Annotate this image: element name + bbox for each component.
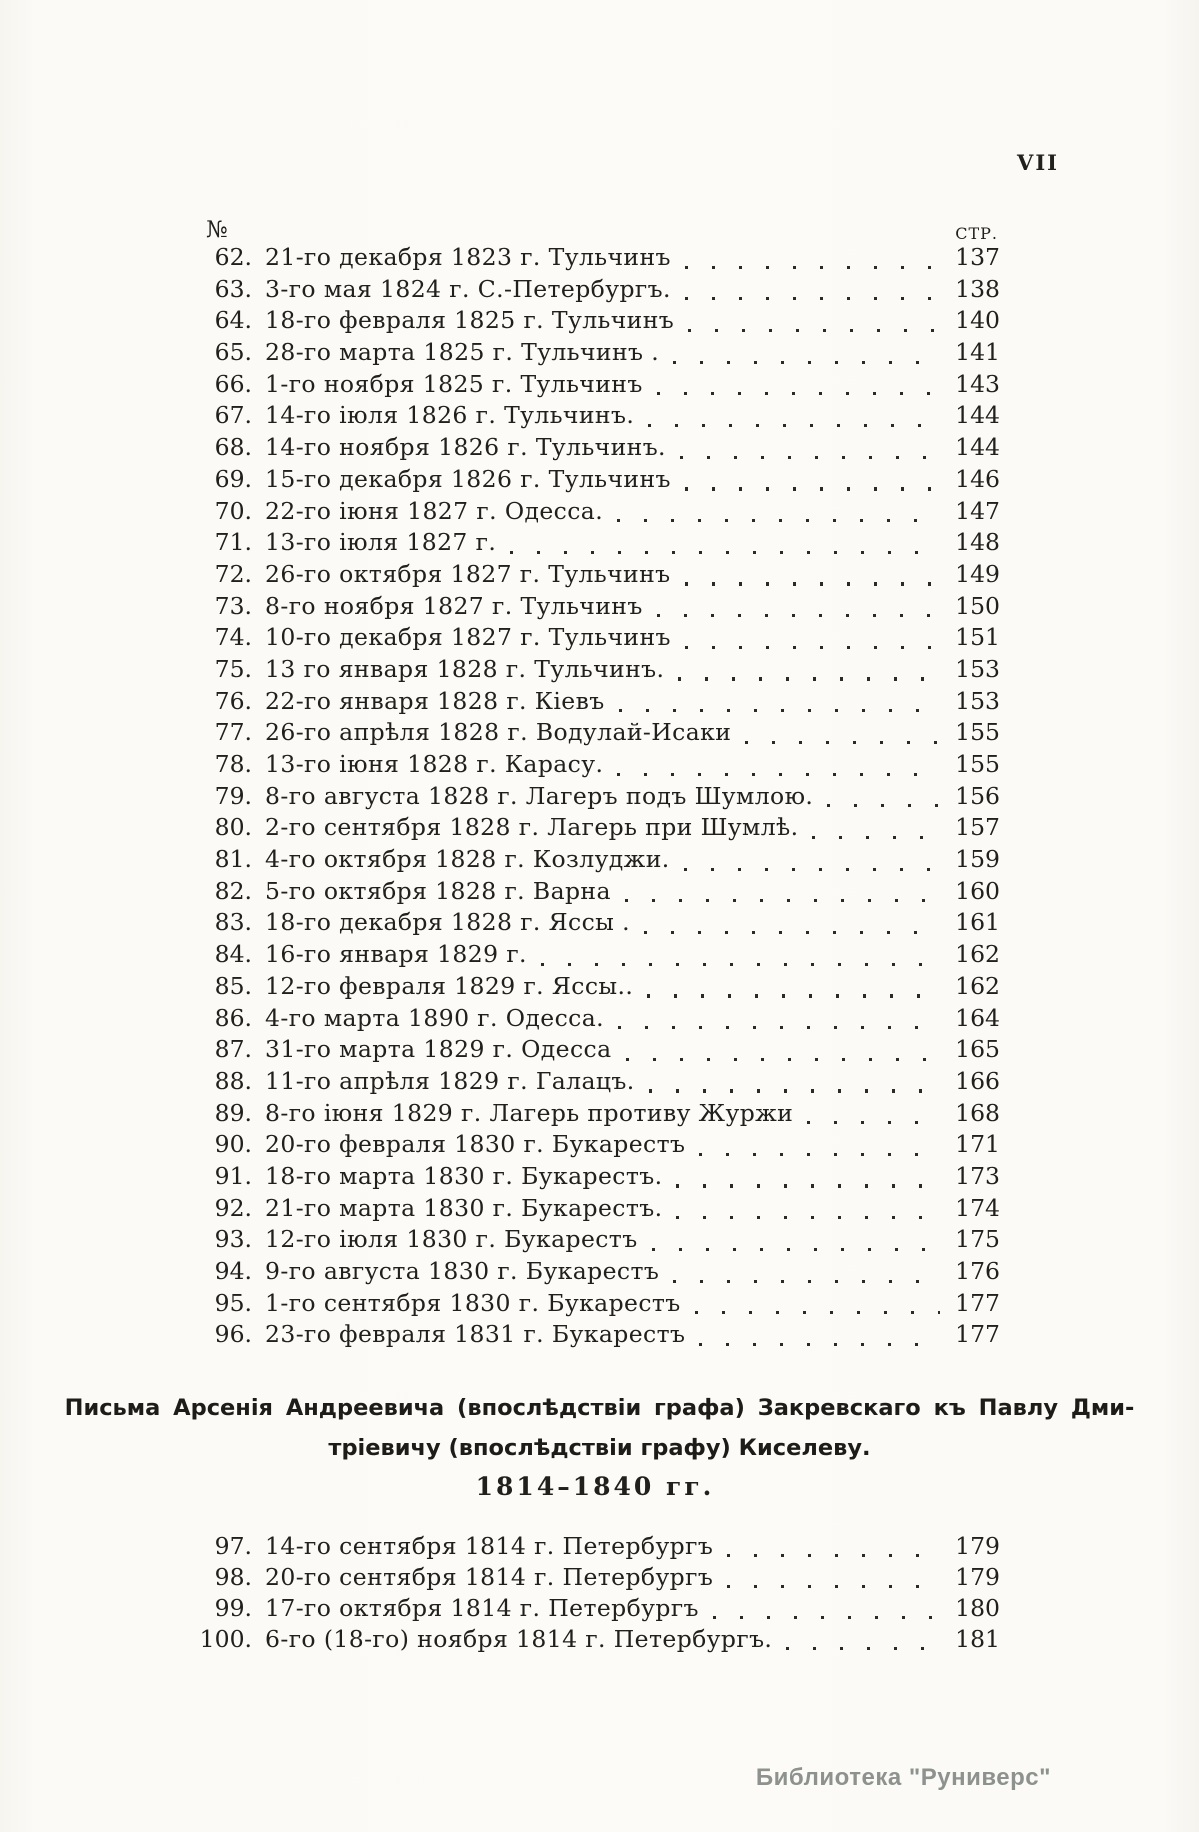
dot-leader [713,1616,940,1619]
entry-page-number: 140 [955,306,1000,335]
dot-leader [619,709,940,712]
toc-row [190,782,1000,814]
entry-text: 8-го августа 1828 г. Лагеръ подъ Шумлою. [265,781,814,810]
dot-leader [657,614,940,617]
page-column-header: СТР. [955,224,998,243]
entry-text: 12-го іюля 1830 г. Букарестъ [265,1225,638,1254]
toc-row [190,465,1000,497]
entry-page-number: 174 [955,1193,1000,1222]
dot-leader [745,741,940,744]
toc-row [190,592,1000,624]
entry-text: 14-го ноября 1826 г. Тульчинъ. [265,433,666,462]
toc-row [190,1225,1000,1257]
entry-number: 89. [214,1098,252,1127]
toc-row [178,1563,1000,1594]
entry-number: 88. [214,1066,252,1095]
toc-row [190,940,1000,972]
entry-number: 79. [214,781,252,810]
entry-page-number: 161 [955,908,1000,937]
dot-leader [699,1153,940,1156]
entry-text: 16-го января 1829 г. [265,940,527,969]
toc-list-section [178,1532,1000,1656]
dot-leader [541,963,940,966]
entry-page-number: 148 [955,528,1000,557]
dot-leader [649,1089,940,1092]
entry-text: 3-го мая 1824 г. С.-Петербургъ. [265,274,671,303]
entry-number: 97. [214,1532,252,1560]
toc-row [190,1257,1000,1289]
entry-page-number: 181 [955,1625,1000,1653]
toc-row [190,370,1000,402]
toc-row [190,877,1000,909]
entry-text: 28-го марта 1825 г. Тульчинъ . [265,338,660,367]
entry-number: 100. [199,1625,252,1653]
dot-leader [673,1280,940,1283]
entry-text: 20-го февраля 1830 г. Букарестъ [265,1130,686,1159]
entry-number: 69. [214,464,252,493]
entry-text: 13 го января 1828 г. Тульчинъ. [265,654,665,683]
toc-row [190,338,1000,370]
toc-row [190,528,1000,560]
entry-text: 23-го февраля 1831 г. Букарестъ [265,1320,686,1349]
entry-number: 82. [214,876,252,905]
entry-page-number: 175 [955,1225,1000,1254]
toc-row [178,1625,1000,1656]
entry-page-number: 177 [955,1288,1000,1317]
entry-page-number: 177 [955,1320,1000,1349]
entry-text: 18-го февраля 1825 г. Тульчинъ [265,306,675,335]
dot-leader [685,646,940,649]
entry-page-number: 179 [955,1563,1000,1591]
folio-page-number: VII [1017,150,1059,175]
entry-number: 94. [214,1257,252,1285]
entry-text: 6-го (18-го) ноября 1814 г. Петербургъ. [265,1625,773,1653]
toc-row [190,972,1000,1004]
entry-number: 67. [214,401,252,430]
dot-leader [827,804,940,807]
entry-page-number: 156 [955,781,1000,810]
toc-row [190,845,1000,877]
entry-number: 75. [214,654,252,683]
toc-row [190,1162,1000,1194]
entry-number: 76. [214,686,252,715]
toc-row [190,718,1000,750]
entry-page-number: 159 [955,845,1000,874]
dot-leader [684,868,940,871]
entry-number: 96. [214,1320,252,1349]
entry-text: 4-го октября 1828 г. Козлуджи. [265,845,670,874]
dot-leader [688,329,940,332]
entry-number: 64. [214,306,252,335]
entry-page-number: 165 [955,1035,1000,1064]
entry-text: 31-го марта 1829 г. Одесса [265,1035,612,1064]
entry-text: 14-го іюля 1826 г. Тульчинъ. [265,401,635,430]
entry-number: 74. [214,623,252,652]
entry-page-number: 160 [955,876,1000,905]
dot-leader [626,1058,941,1061]
entry-page-number: 162 [955,971,1000,1000]
dot-leader [680,456,940,459]
toc-row [190,1320,1000,1352]
entry-page-number: 143 [955,369,1000,398]
dot-leader [786,1647,940,1650]
toc-row [178,1532,1000,1563]
entry-page-number: 171 [955,1130,1000,1159]
dot-leader [727,1585,940,1588]
dot-leader [618,1026,940,1029]
toc-row [190,623,1000,655]
entry-page-number: 153 [955,686,1000,715]
toc-row [190,1130,1000,1162]
dot-leader [644,931,940,934]
entry-text: 12-го февраля 1829 г. Яссы.. [265,971,634,1000]
entry-text: 17-го октября 1814 г. Петербургъ [265,1594,699,1622]
entry-page-number: 150 [955,591,1000,620]
toc-row [190,306,1000,338]
entry-number: 80. [214,813,252,842]
dot-leader [647,994,940,997]
entry-page-number: 153 [955,654,1000,683]
entry-number: 78. [214,750,252,778]
toc-row [190,1067,1000,1099]
section-heading-line2: тріевичу (впослѣдствіи графу) Киселеву. [328,1435,871,1461]
section-date-range: 1814–1840 гг. [475,1472,715,1501]
entry-text: 1-го сентября 1830 г. Букарестъ [265,1288,681,1317]
entry-page-number: 147 [955,496,1000,525]
dot-leader [617,773,940,776]
dot-leader [685,487,940,490]
toc-row [190,1194,1000,1226]
entry-number: 77. [214,718,252,747]
toc-row [190,655,1000,687]
entry-page-number: 176 [955,1257,1000,1285]
entry-text: 5-го октября 1828 г. Варна [265,876,611,905]
dot-leader [617,519,940,522]
toc-row [190,433,1000,465]
entry-page-number: 155 [955,718,1000,747]
toc-row [190,1289,1000,1321]
entry-page-number: 144 [955,401,1000,430]
entry-text: 8-го іюня 1829 г. Лагерь противу Журжи [265,1098,794,1127]
dot-leader [657,392,940,395]
entry-page-number: 157 [955,813,1000,842]
section-heading-line1: Письма Арсенія Андреевича (впослѣдствіи графа) Закревскаго къ Павлу Дми- [64,1395,1135,1421]
toc-row [190,560,1000,592]
entry-page-number: 166 [955,1066,1000,1095]
entry-text: 14-го сентября 1814 г. Петербургъ [265,1532,714,1560]
entry-page-number: 138 [955,274,1000,303]
entry-page-number: 180 [955,1594,1000,1622]
entry-text: 18-го марта 1830 г. Букарестъ. [265,1161,663,1190]
toc-row [190,687,1000,719]
section-toc [178,1532,1000,1656]
entry-number: 72. [214,559,252,588]
entry-number: 87. [214,1035,252,1064]
table-of-contents [190,205,1000,1352]
entry-text: 4-го марта 1890 г. Одесса. [265,1003,605,1032]
dot-leader [673,361,940,364]
toc-row [190,1004,1000,1036]
toc-row [190,908,1000,940]
entry-page-number: 144 [955,433,1000,462]
entry-page-number: 141 [955,338,1000,367]
toc-row [190,243,1000,275]
entry-text: 21-го декабря 1823 г. Тульчинъ [265,243,671,271]
entry-number: 90. [214,1130,252,1159]
toc-list-main [190,243,1000,1352]
entry-text: 13-го іюля 1827 г. [265,528,497,557]
entry-text: 9-го августа 1830 г. Букарестъ [265,1257,660,1285]
library-watermark: Библиотека "Руниверс" [755,1764,1051,1791]
entry-number: 93. [214,1225,252,1254]
toc-row [190,497,1000,529]
entry-number: 92. [214,1193,252,1222]
toc-row [178,1594,1000,1625]
entry-number: 66. [214,369,252,398]
toc-column-headers [190,205,1000,243]
entry-page-number: 137 [955,243,1000,271]
number-column-header: № [206,217,228,243]
entry-page-number: 146 [955,464,1000,493]
dot-leader [652,1248,940,1251]
entry-number: 86. [214,1003,252,1032]
entry-page-number: 149 [955,559,1000,588]
entry-number: 85. [214,971,252,1000]
entry-number: 98. [214,1563,252,1591]
dot-leader [676,1184,940,1187]
dot-leader [685,297,940,300]
entry-text: 20-го сентября 1814 г. Петербургъ [265,1563,714,1591]
entry-text: 10-го декабря 1827 г. Тульчинъ [265,623,671,652]
dot-leader [625,899,940,902]
entry-number: 70. [214,496,252,525]
dot-leader [510,551,940,554]
entry-text: 1-го ноября 1825 г. Тульчинъ [265,369,643,398]
dot-leader [678,677,940,680]
dot-leader [699,1343,940,1346]
entry-text: 15-го декабря 1826 г. Тульчинъ [265,464,671,493]
entry-text: 26-го октября 1827 г. Тульчинъ [265,559,671,588]
entry-text: 8-го ноября 1827 г. Тульчинъ [265,591,643,620]
entry-text: 26-го апрѣля 1828 г. Водулай-Исаки [265,718,732,747]
entry-number: 91. [214,1161,252,1190]
dot-leader [727,1554,940,1557]
entry-number: 71. [214,528,252,557]
dot-leader [648,424,940,427]
entry-text: 21-го марта 1830 г. Букарестъ. [265,1193,663,1222]
entry-number: 83. [214,908,252,937]
entry-number: 73. [214,591,252,620]
toc-row [190,275,1000,307]
entry-text: 18-го декабря 1828 г. Яссы . [265,908,631,937]
dot-leader [676,1216,940,1219]
entry-number: 63. [214,274,252,303]
entry-page-number: 173 [955,1161,1000,1190]
toc-row [190,813,1000,845]
dot-leader [812,836,940,839]
entry-page-number: 168 [955,1098,1000,1127]
entry-page-number: 179 [955,1532,1000,1560]
entry-page-number: 155 [955,750,1000,778]
dot-leader [685,266,940,269]
entry-number: 62. [214,243,252,271]
dot-leader [807,1121,940,1124]
toc-row [190,1035,1000,1067]
toc-row [190,750,1000,782]
section-heading [0,1388,1199,1468]
entry-page-number: 164 [955,1003,1000,1032]
entry-text: 2-го сентября 1828 г. Лагерь при Шумлѣ. [265,813,799,842]
toc-row [190,401,1000,433]
dot-leader [685,582,941,585]
dot-leader [695,1311,940,1314]
entry-number: 84. [214,940,252,969]
entry-text: 11-го апрѣля 1829 г. Галацъ. [265,1066,635,1095]
entry-number: 68. [214,433,252,462]
entry-text: 22-го іюня 1827 г. Одесса. [265,496,604,525]
entry-number: 95. [214,1288,252,1317]
entry-number: 99. [214,1594,252,1622]
entry-number: 65. [214,338,252,367]
toc-row [190,1099,1000,1131]
entry-page-number: 162 [955,940,1000,969]
entry-text: 22-го января 1828 г. Кіевъ [265,686,605,715]
entry-text: 13-го іюня 1828 г. Карасу. [265,750,604,778]
entry-page-number: 151 [955,623,1000,652]
entry-number: 81. [214,845,252,874]
